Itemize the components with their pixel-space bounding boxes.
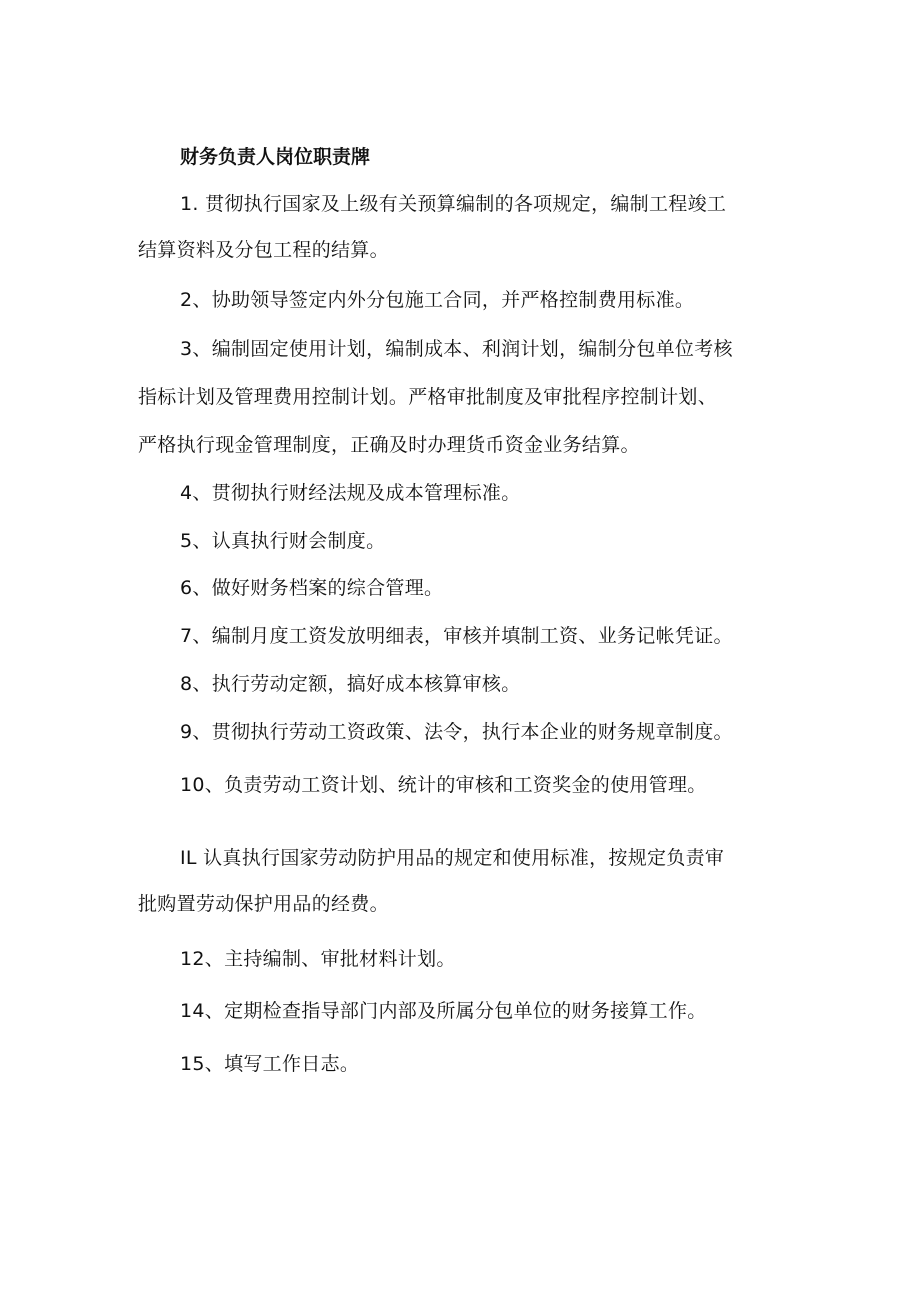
item-1-line-1: 1. 贯彻执行国家及上级有关预算编制的各项规定，编制工程竣工 [180, 193, 727, 215]
item-3-line-3: 严格执行现金管理制度，正确及时办理货币资金业务结算。 [138, 434, 640, 456]
item-4-line-1: 4、贯彻执行财经法规及成本管理标准。 [180, 482, 521, 504]
item-6-line-1: 6、做好财务档案的综合管理。 [180, 577, 444, 599]
item-11-line-2: 批购置劳动保护用品的经费。 [138, 893, 389, 915]
item-10-line-1: 10、负责劳动工资计划、统计的审核和工资奖金的使用管理。 [180, 774, 707, 796]
item-3-line-2: 指标计划及管理费用控制计划。严格审批制度及审批程序控制计划、 [138, 386, 718, 408]
item-7-line-1: 7、编制月度工资发放明细表，审核并填制工资、业务记帐凭证。 [180, 625, 733, 647]
item-12-line-1: 12、主持编制、审批材料计划。 [180, 948, 456, 970]
item-5-line-1: 5、认真执行财会制度。 [180, 530, 386, 552]
item-1-line-2: 结算资料及分包工程的结算。 [138, 239, 389, 261]
item-3-line-1: 3、编制固定使用计划，编制成本、利润计划，编制分包单位考核 [180, 338, 733, 360]
item-2-line-1: 2、协助领导签定内外分包施工合同，并严格控制费用标准。 [180, 289, 695, 311]
item-15-line-1: 15、填写工作日志。 [180, 1053, 360, 1075]
item-11-line-1: IL 认真执行国家劳动防护用品的规定和使用标准，按规定负责审 [180, 847, 725, 869]
item-9-line-1: 9、贯彻执行劳动工资政策、法令，执行本企业的财务规章制度。 [180, 721, 733, 743]
item-8-line-1: 8、执行劳动定额，搞好成本核算审核。 [180, 673, 521, 695]
document-title: 财务负责人岗位职责牌 [180, 146, 371, 168]
item-14-line-1: 14、定期检查指导部门内部及所属分包单位的财务接算工作。 [180, 1000, 707, 1022]
